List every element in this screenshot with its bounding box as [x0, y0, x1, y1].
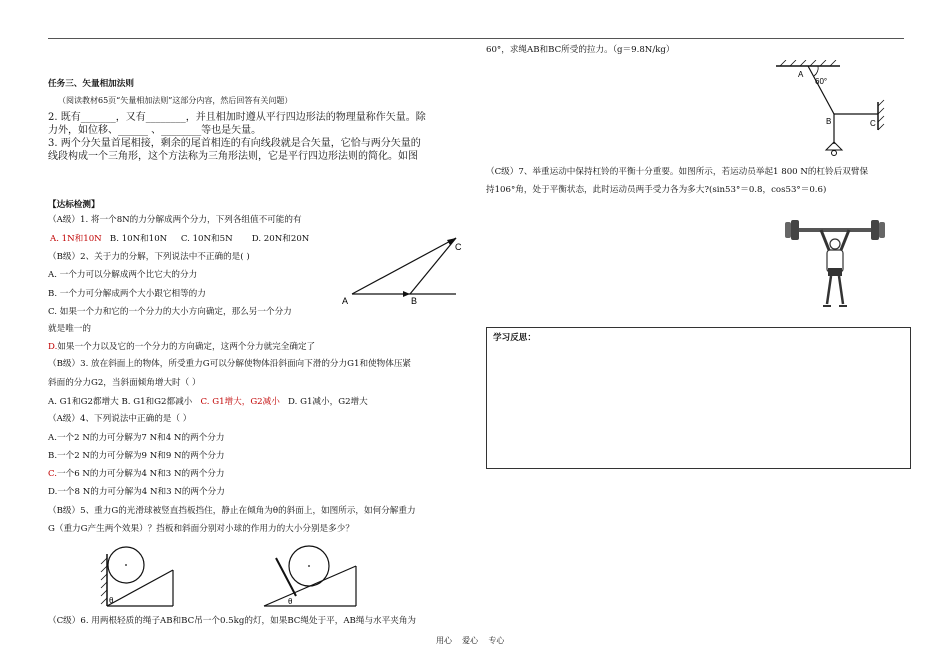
q5-line2: G（重力G产生两个效果）？挡板和斜面分别对小球的作用力的大小分别是多少？	[48, 524, 354, 534]
q2b-option-b: B. 一个力可分解成两个大小跟它相等的力	[48, 289, 206, 299]
lamp-label-c: C	[870, 119, 876, 128]
q4-option-c-mark: C.	[48, 469, 58, 479]
check-title: 【达标检测】	[48, 200, 100, 210]
q2b-option-d-mark: D.	[48, 342, 58, 352]
q2b-option-d-text: 如果一个力以及它的一个分力的方向确定，这两个分力就完全确定了	[57, 342, 316, 352]
theta-label-2: θ	[288, 597, 293, 606]
q1-stem: （A级）1. 将一个8N的力分解成两个分力，下列各组值不可能的有	[48, 215, 302, 225]
lamp-angle-label: 60°	[815, 77, 828, 86]
task-title: 任务三、矢量相加法则	[48, 79, 134, 89]
reflection-title: 学习反思：	[493, 333, 536, 343]
q2b-option-a: A. 一个力可以分解成两个比它大的分力	[48, 270, 198, 280]
q4-option-d: D.一个8 N的力可分解为4 N和3 N的两个分力	[48, 487, 225, 497]
q7-line1: （C级）7、举重运动中保持杠铃的平衡十分重要。如图所示，若运动员举起1 800 N的杠铃后双臂保	[486, 167, 869, 177]
lamp-label-b: B	[826, 117, 832, 126]
q3b-option-d: D. G1减小，G2增大	[288, 397, 368, 407]
q3-line2: 线段构成一个三角形，这个方法称为三角形法则，它是平行四边形法则的简化。如图	[48, 151, 418, 162]
q5-line1: （B级）5、重力G的光滑球被竖直挡板挡住，静止在倾角为θ的斜面上，如图所示，如何分解重力	[48, 506, 416, 516]
q4-option-c	[48, 468, 225, 481]
ball-incline-wall-figure	[95, 540, 185, 610]
task-note: （阅读教材65页“矢量相加法则”这部分内容，然后回答有关问题）	[58, 96, 293, 105]
q3b-option-ab: A. G1和G2都增大 B. G1和G2都减小	[48, 397, 193, 407]
triangle-label-b: B	[411, 296, 418, 306]
q6-line2: 60°，求绳AB和BC所受的拉力。（g＝9.8N/kg）	[486, 45, 675, 55]
q4-option-b: B.一个2 N的力可分解为9 N和9 N的两个分力	[48, 451, 225, 461]
q2b-stem: （B级）2、关于力的分解，下列说法中不正确的是( )	[48, 252, 250, 262]
q2b-option-c2: 就是唯一的	[48, 324, 91, 334]
q1-options	[50, 233, 309, 246]
q3b-line2: 斜面的分力G2，当斜面倾角增大时（ ）	[48, 378, 201, 388]
ball-incline-board-figure	[258, 540, 360, 612]
q2b-option-d	[48, 341, 315, 354]
q3b-options	[48, 396, 368, 409]
theta-label-1: θ	[109, 596, 114, 605]
q1-option-a: A. 1N和10N	[50, 234, 102, 244]
q3b-option-c: C. G1增大，G2减小	[200, 397, 280, 407]
q4-option-a: A.一个2 N的力可分解为7 N和4 N的两个分力	[48, 433, 225, 443]
vector-triangle-figure	[340, 228, 475, 308]
q2-line2: 力外，如位移、______ 、________等也是矢量。	[48, 125, 262, 136]
q4-stem: （A级）4、下列说法中正确的是（ ）	[48, 414, 192, 424]
lamp-label-a: A	[798, 70, 804, 79]
q2b-option-c1: C. 如果一个力和它的一个分力的大小方向确定，那么另一个分力	[48, 307, 292, 317]
reflection-box[interactable]	[486, 327, 911, 469]
q7-line2: 持106°角，处于平衡状态，此时运动员两手受力各为多大?(sin53°＝0.8，cos53°＝0.6)	[486, 185, 827, 195]
weightlifter-figure	[785, 212, 885, 312]
q3b-line1: （B级）3. 放在斜面上的物体，所受重力G可以分解使物体沿斜面向下滑的分力G1和使物体压紧	[48, 359, 412, 369]
q3-line1: 3. 两个分矢量首尾相接，剩余的尾首相连的有向线段就是合矢量，它恰与两分矢量的	[48, 138, 421, 149]
q6-line1: （C级）6. 用两根轻质的绳子AB和BC吊一个0.5kg的灯，如果BC绳处于平，AB绳与水平夹角为	[48, 616, 417, 626]
triangle-label-a: A	[342, 296, 349, 306]
header-rule	[48, 38, 904, 39]
page-footer: 用心 爱心 专心	[436, 636, 505, 645]
q4-option-c-text: 一个6 N的力可分解为4 N和3 N的两个分力	[57, 469, 225, 479]
triangle-label-c: C	[455, 242, 462, 252]
lamp-hanging-figure	[770, 60, 890, 160]
q2-line1: 2. 既有_______，又有________，并且相加时遵从平行四边形法的物理量称作矢量。除	[48, 112, 426, 123]
q1-options-rest: B. 10N和10N C. 10N和5N D. 20N和20N	[109, 234, 310, 244]
